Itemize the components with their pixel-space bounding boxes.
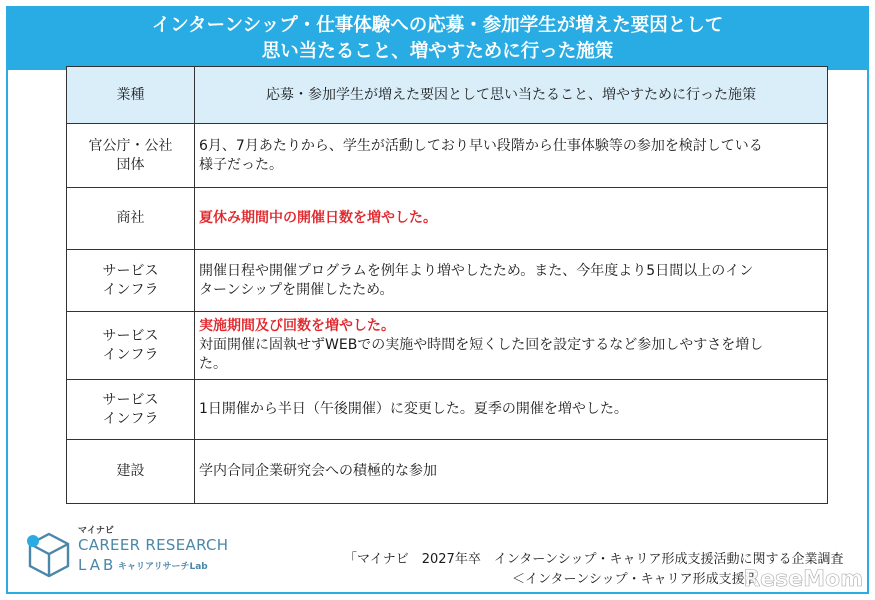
measure-cell: [195, 440, 828, 504]
industry-label: インフラ: [102, 410, 159, 427]
table-header-row: [67, 67, 828, 124]
resemom-watermark: ReseMom: [743, 567, 863, 592]
title-banner: [8, 8, 867, 70]
measure-text: 6月、7月あたりから、学生が活動しており早い段階から仕事体験等の参加を検討している: [199, 137, 763, 154]
measure-text: 開催日程や開催プログラムを例年より増やしたため。また、今年度より5日間以上のイン: [199, 262, 754, 279]
industry-label: 商社: [116, 210, 145, 226]
industry-label: インフラ: [102, 281, 159, 298]
table-row: [67, 380, 828, 440]
industry-label: 団体: [116, 156, 145, 173]
highlighted-measure: 夏休み期間中の開催日数を増やした。: [199, 210, 437, 226]
table-row: [67, 188, 828, 250]
measure-text: 学内合同企業研究会への積極的な参加: [199, 463, 437, 479]
title-line-1: インターンシップ・仕事体験への応募・参加学生が増えた要因として: [151, 15, 724, 36]
measure-cell: [195, 250, 828, 312]
source-line-1: 「マイナビ 2027年卒 インターンシップ・キャリア形成支援活動に関する企業調査: [344, 552, 844, 567]
cube-logo-icon: [26, 530, 72, 580]
measure-text: ターンシップを開催したため。: [199, 281, 394, 298]
industry-label: サービス: [102, 262, 159, 279]
industry-label: 官公庁・公社: [88, 137, 173, 154]
measure-cell: [195, 380, 828, 440]
industry-cell: [67, 312, 195, 380]
logo-main-text: CAREER RESEARCH: [78, 536, 229, 554]
industry-cell: [67, 380, 195, 440]
table-row: [67, 312, 828, 380]
measure-text: 1日開催から半日（午後開催）に変更した。夏季の開催を増やした。: [199, 401, 628, 417]
logo-brand-small: マイナビ: [78, 526, 114, 536]
title-line-2: 思い当たること、増やすために行った施策: [261, 41, 614, 62]
measures-column-header: 応募・参加学生が増えた要因として思い当たること、増やすために行った施策: [195, 67, 828, 124]
highlighted-measure: 実施期間及び回数を増やした。: [199, 318, 395, 334]
industry-cell: [67, 250, 195, 312]
measure-cell: [195, 188, 828, 250]
measure-text: 様子だった。: [199, 156, 283, 173]
industry-cell: [67, 188, 195, 250]
survey-table: [66, 66, 828, 504]
industry-label: インフラ: [102, 346, 159, 363]
table-row: [67, 124, 828, 188]
industry-label: 建設: [116, 463, 145, 479]
measure-cell: [195, 312, 828, 380]
industry-label: サービス: [102, 327, 159, 344]
industry-column-header: 業種: [67, 67, 195, 124]
career-research-lab-logo: [22, 522, 262, 592]
table-row: [67, 440, 828, 504]
source-line-2: ＜インターンシップ・キャリア形成支援活: [512, 572, 758, 587]
measure-cell: [195, 124, 828, 188]
logo-sub-text: キャリアリサーチLab: [118, 562, 208, 572]
industry-cell: [67, 124, 195, 188]
table-row: [67, 250, 828, 312]
industry-label: サービス: [102, 391, 159, 408]
logo-lab-text: LAB: [78, 556, 117, 574]
measure-text: 対面開催に固執せずWEBでの実施や時間を短くした回を設定するなど参加しやすさを増し: [199, 337, 764, 353]
industry-cell: [67, 440, 195, 504]
measure-text: た。: [199, 356, 227, 372]
